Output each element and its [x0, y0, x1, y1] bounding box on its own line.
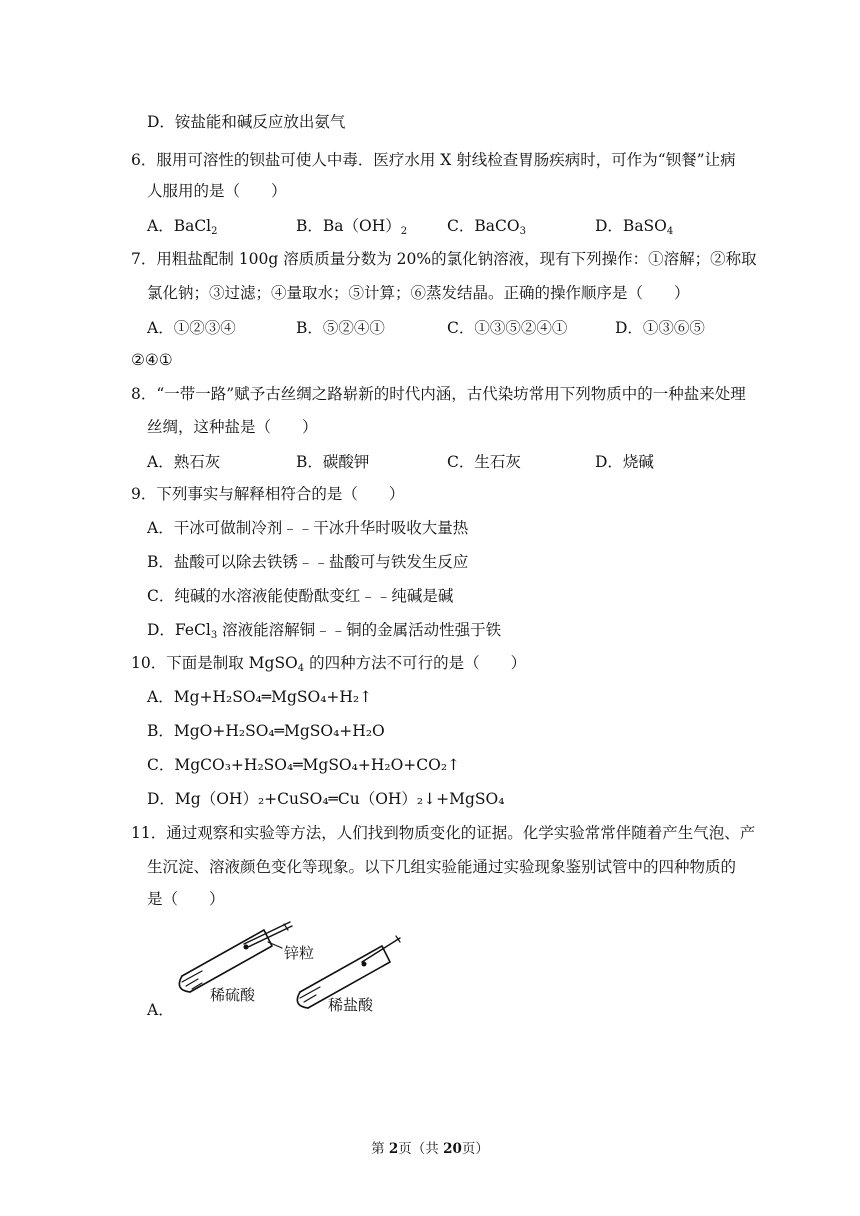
q5-option-d: D．铵盐能和碱反应放出氨气	[147, 113, 346, 131]
q6-option-a: A．BaCl$_2$	[147, 217, 218, 237]
q8-option-b: B．碳酸钾	[296, 453, 370, 471]
q6-stem-line1: 6．服用可溶性的钡盐可使人中毒．医疗水用 X 射线检查胃肠疾病时，可作为“钡餐”让病	[131, 151, 736, 169]
q7-stem-line2: 氯化钠；③过滤；④量取水；⑤计算；⑥蒸发结晶。正确的操作顺序是（ ）	[147, 284, 690, 302]
q8-option-a: A．熟石灰	[147, 453, 221, 471]
label-dilute-hydrochloric-acid: 稀盐酸	[328, 996, 374, 1014]
q9-option-d: D．FeCl$_3$ 溶液能溶解铜﹣﹣铜的金属活动性强于铁	[147, 621, 502, 641]
q10-option-b: B．MgO+H₂SO₄═MgSO₄+H₂O	[147, 722, 385, 740]
page-total: 20	[443, 1141, 462, 1157]
q11-stem-line1: 11．通过观察和实验等方法，人们找到物质变化的证据。化学实验常常伴随着产生气泡、产	[131, 824, 756, 842]
q9-option-c: C．纯碱的水溶液能使酚酞变红﹣﹣纯碱是碱	[147, 587, 454, 605]
label-dilute-sulfuric-acid: 稀硫酸	[210, 986, 256, 1004]
q7-option-b: B．⑤②④①	[296, 319, 385, 337]
q10-option-d: D．Mg（OH）₂+CuSO₄═Cu（OH）₂↓+MgSO₄	[147, 790, 505, 808]
page-footer: 第 2页（共 20页）	[371, 1141, 489, 1157]
q11-option-a: A．	[147, 1001, 174, 1019]
q8-option-c: C．生石灰	[447, 453, 521, 471]
q8-stem-line2: 丝绸，这种盐是（ ）	[147, 418, 318, 436]
q8-option-d: D．烧碱	[595, 453, 654, 471]
q11-stem-line3: 是（ ）	[147, 890, 225, 908]
q8-stem-line1: 8．“一带一路”赋予古丝绸之路崭新的时代内涵，古代染坊常用下列物质中的一种盐来处理	[131, 385, 746, 403]
q6-option-d: D．BaSO$_4$	[595, 217, 674, 237]
q7-option-c: C．①③⑤②④①	[447, 319, 568, 337]
q10-option-c: C．MgCO₃+H₂SO₄═MgSO₄+H₂O+CO₂↑	[147, 756, 461, 774]
q10-option-a: A．Mg+H₂SO₄═MgSO₄+H₂↑	[147, 688, 373, 706]
q7-option-d-wrap: ②④①	[131, 351, 173, 369]
q7-option-a: A．①②③④	[147, 319, 236, 337]
q7-option-d: D．①③⑥⑤	[615, 319, 705, 337]
zinc-granule-1	[244, 945, 249, 950]
page-number: 2	[388, 1141, 399, 1157]
test-tubes-figure	[172, 918, 412, 1018]
q6-option-b: B．$Ba(OH)_2$	[296, 217, 408, 237]
q6-option-c: C．BaCO$_3$	[447, 217, 526, 237]
q6-stem-line2: 人服用的是（ ）	[147, 182, 287, 200]
q10-stem: 10．下面是制取 MgSO$_4$ 的四种方法不可行的是（ ）	[131, 654, 527, 674]
q11-stem-line2: 生沉淀、溶液颜色变化等现象。以下几组实验能通过实验现象鉴别试管中的四种物质的	[147, 858, 737, 876]
label-zinc: 锌粒	[284, 944, 315, 962]
zinc-granule-2	[362, 962, 367, 967]
q7-stem-line1: 7．用粗盐配制 100g 溶质质量分数为 20%的氯化钠溶液，现有下列操作：①溶解；②称取	[131, 250, 757, 268]
q9-option-a: A．干冰可做制冷剂﹣﹣干冰升华时吸收大量热	[147, 519, 469, 537]
q9-stem: 9．下列事实与解释相符合的是（ ）	[131, 485, 405, 503]
q9-option-b: B．盐酸可以除去铁锈﹣﹣盐酸可与铁发生反应	[147, 553, 469, 571]
